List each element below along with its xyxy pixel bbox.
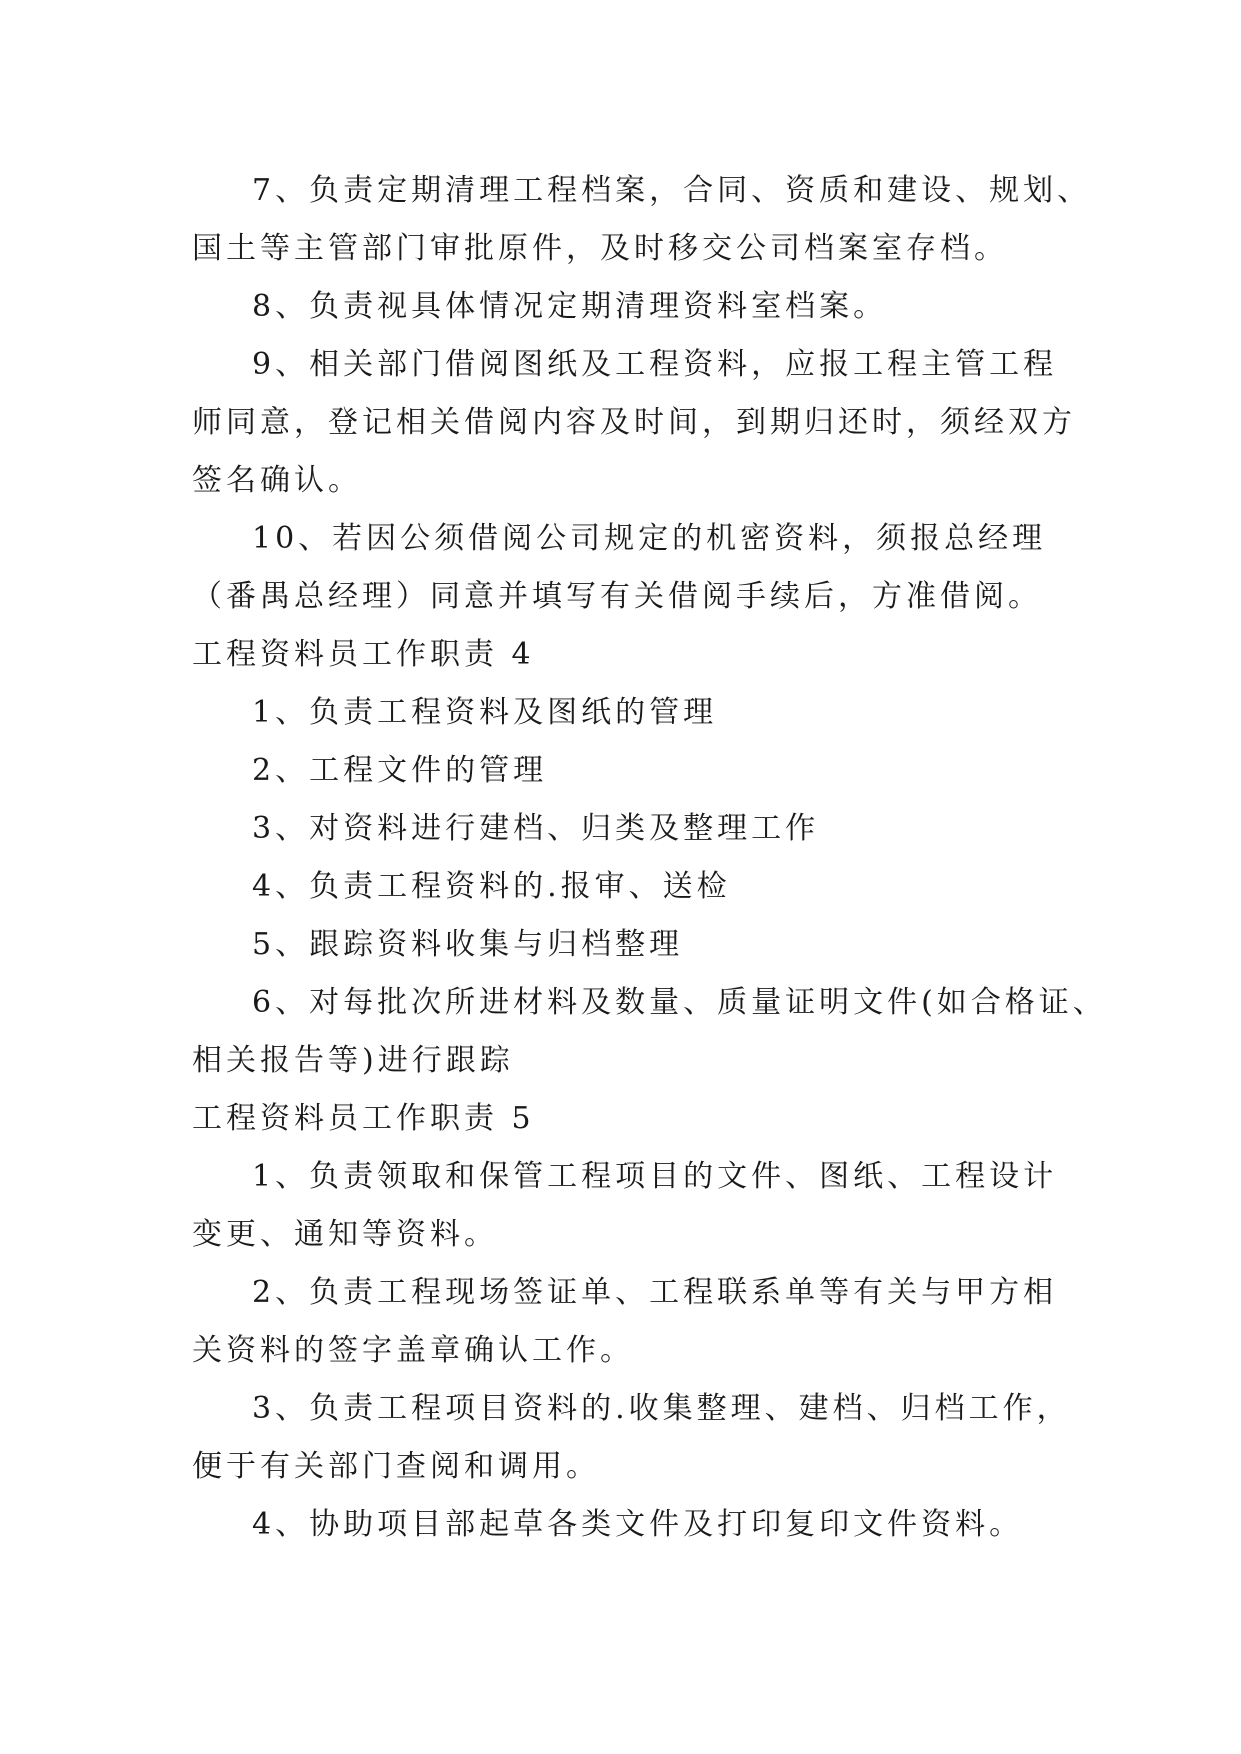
text-line: 便于有关部门查阅和调用。 (192, 1449, 600, 1484)
section-heading (192, 1090, 1072, 1148)
list-item (192, 742, 1072, 800)
list-item (192, 1496, 1072, 1554)
text-line: 2、工程文件的管理 (252, 753, 548, 788)
text-line: 4、负责工程资料的.报审、送检 (252, 869, 731, 904)
list-item (192, 974, 1107, 1090)
text-line: 相关报告等)进行跟踪 (192, 1043, 514, 1078)
text-line: 6、对每批次所进材料及数量、质量证明文件(如合格证、 (252, 985, 1107, 1020)
text-line: 2、负责工程现场签证单、工程联系单等有关与甲方相 (252, 1275, 1058, 1310)
document-body (192, 162, 1107, 1554)
text-line: （番禺总经理）同意并填写有关借阅手续后，方准借阅。 (192, 579, 1042, 614)
text-line: 3、对资料进行建档、归类及整理工作 (252, 811, 820, 846)
list-item (192, 916, 1072, 974)
text-line: 工程资料员工作职责 4 (192, 637, 535, 672)
text-line: 10、若因公须借阅公司规定的机密资料，须报总经理 (252, 521, 1047, 556)
list-item (192, 278, 1072, 336)
list-item (192, 162, 1092, 278)
text-line: 8、负责视具体情况定期清理资料室档案。 (252, 289, 888, 324)
text-line: 9、相关部门借阅图纸及工程资料，应报工程主管工程 (252, 347, 1058, 382)
list-item (192, 1148, 1072, 1264)
text-line: 5、跟踪资料收集与归档整理 (252, 927, 684, 962)
list-item (192, 684, 1072, 742)
text-line: 1、负责领取和保管工程项目的文件、图纸、工程设计 (252, 1159, 1058, 1194)
text-line: 1、负责工程资料及图纸的管理 (252, 695, 718, 730)
text-line: 国土等主管部门审批原件，及时移交公司档案室存档。 (192, 231, 1008, 266)
text-line: 7、负责定期清理工程档案，合同、资质和建设、规划、 (252, 173, 1092, 208)
text-line: 变更、通知等资料。 (192, 1217, 498, 1252)
text-line: 3、负责工程项目资料的.收集整理、建档、归档工作， (252, 1391, 1071, 1426)
list-item (192, 1380, 1072, 1496)
list-item (192, 858, 1072, 916)
text-line: 4、协助项目部起草各类文件及打印复印文件资料。 (252, 1507, 1024, 1542)
list-item (192, 1264, 1072, 1380)
section-heading (192, 626, 1072, 684)
list-item (192, 800, 1072, 858)
text-line: 师同意，登记相关借阅内容及时间，到期归还时，须经双方 (192, 405, 1076, 440)
text-line: 签名确认。 (192, 463, 362, 498)
list-item (192, 336, 1076, 510)
list-item (192, 510, 1072, 626)
text-line: 关资料的签字盖章确认工作。 (192, 1333, 634, 1368)
text-line: 工程资料员工作职责 5 (192, 1101, 535, 1136)
